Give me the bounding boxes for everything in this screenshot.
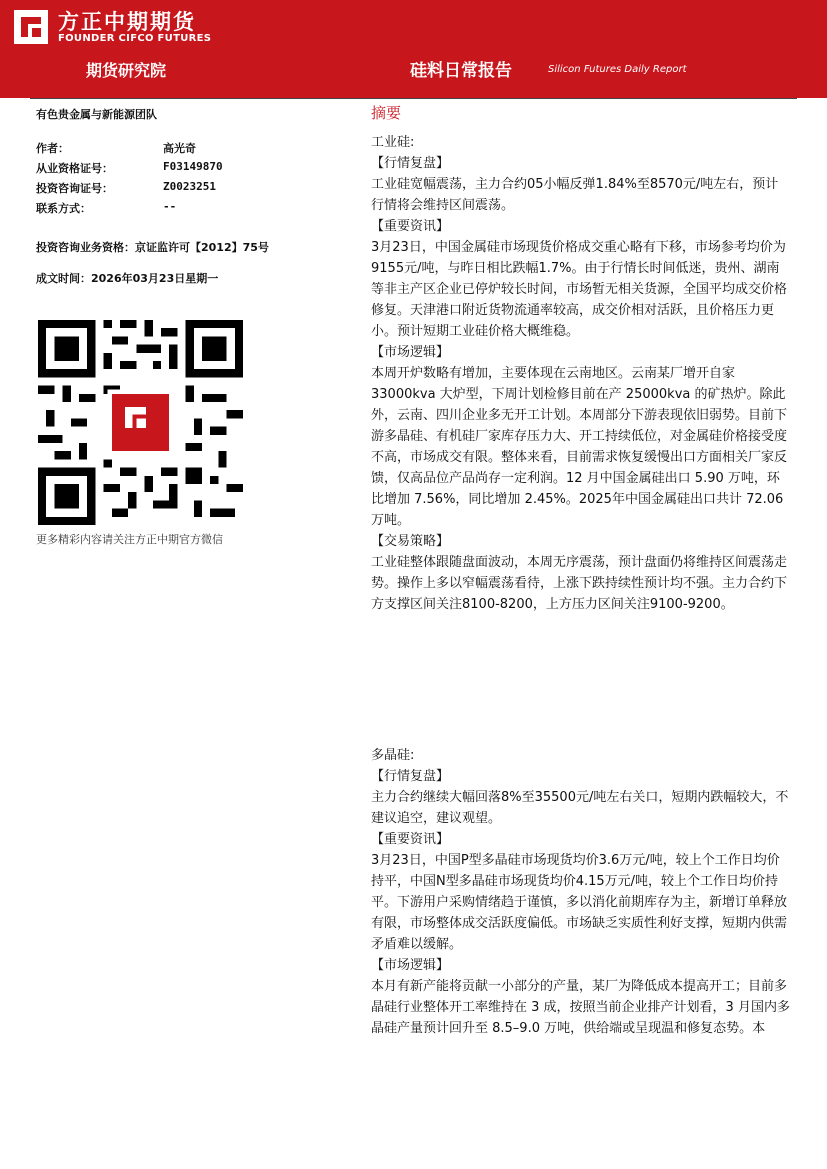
contact-value: -- — [163, 200, 177, 213]
consult-license-value: Z0023251 — [163, 180, 216, 193]
paragraph: 3月23日，中国金属硅市场现货价格成交重心略有下移，市场参考均价为9155元/吨，与昨日相比跌幅1.7%。由于行情长时间低迷，贵州、湖南等非主产区企业已停炉较长时间，市场暂无相关货源，全国平均成交价格修复。天津港口附近货物流通率较高，成交价相对活跃，且价格压力更小。预计短期工业硅价格大概维稳。 — [371, 240, 788, 339]
company-name-cn: 方正中期期货 — [58, 10, 196, 34]
report-header — [0, 0, 827, 98]
department-name: 期货研究院 — [86, 61, 167, 80]
contact-label: 联系方式： — [36, 202, 91, 215]
abstract-title: 摘要 — [371, 104, 402, 122]
paragraph: 本周开炉数略有增加，主要体现在云南地区。云南某厂增开自家 33000kva 大炉型，下周计划检修目前在产 25000kva 的矿热炉。除此外，云南、四川企业多无开工计划。本周部分下游表现依旧弱势。目前下游多晶硅、有机硅厂家库存压力大、开工持续低位，对金属硅价格接受度不高，市场成交有限。整体来看，目前需求恢复缓慢出口方面相关厂家反馈，仅高品位产品尚存一定利润。12 月中国金属硅出口 5.90 万吨，环比增加 7.56%，同比增加 2.45%。2025年中国金属硅出口共计 72.06 万吨。 — [371, 366, 788, 528]
report-date: 成文时间：2026年03月23日星期一 — [36, 272, 219, 285]
wechat-qr-code[interactable] — [38, 320, 243, 525]
section-heading: 【行情复盘】 — [371, 156, 450, 171]
qualification-label: 从业资格证号： — [36, 162, 113, 175]
business-license: 投资咨询业务资格：京证监许可【2012】75号 — [36, 241, 269, 254]
paragraph: 主力合约继续大幅回落8%至35500元/吨左右关口，短期内跌幅较大，不建议追空，建议观望。 — [371, 790, 789, 826]
section-heading: 【重要资讯】 — [371, 219, 450, 234]
qr-caption: 更多精彩内容请关注方正中期官方微信 — [36, 533, 223, 546]
header-divider — [30, 98, 797, 99]
paragraph: 工业硅整体跟随盘面波动，本周无序震荡，预计盘面仍将维持区间震荡走势。操作上多以窄幅震荡看待，上涨下跌持续性预计均不强。主力合约下方支撑区间关注8100-8200，上方压力区间关注9100-9200。 — [371, 555, 788, 612]
qualification-value: F03149870 — [163, 160, 223, 173]
paragraph: 工业硅宽幅震荡，主力合约05小幅反弹1.84%至8570元/吨左右，预计行情将会维持区间震荡。 — [371, 177, 779, 213]
section-heading: 【行情复盘】 — [371, 769, 450, 784]
section-heading: 【市场逻辑】 — [371, 345, 450, 360]
report-title: 硅料日常报告 — [410, 61, 512, 81]
section-name: 多晶硅: — [371, 748, 415, 763]
section-heading: 【交易策略】 — [371, 534, 450, 549]
author-label: 作者： — [36, 142, 69, 155]
section-heading: 【重要资讯】 — [371, 832, 450, 847]
industrial-silicon-section — [371, 132, 791, 615]
consult-license-label: 投资咨询证号： — [36, 182, 113, 195]
section-heading: 【市场逻辑】 — [371, 958, 450, 973]
section-name: 工业硅: — [371, 135, 415, 150]
polysilicon-section — [371, 745, 791, 1039]
author-value: 高光奇 — [163, 142, 196, 155]
team-name: 有色贵金属与新能源团队 — [36, 108, 157, 121]
company-logo-icon — [14, 10, 48, 44]
report-subtitle: Silicon Futures Daily Report — [548, 64, 687, 75]
paragraph: 3月23日，中国P型多晶硅市场现货均价3.6万元/吨，较上个工作日均价持平，中国N型多晶硅市场现货均价4.15万元/吨，较上个工作日均价持平。下游用户采购情绪趋于谨慎，多以消化前期库存为主，新增订单释放有限，市场整体成交活跃度偏低。市场缺乏实质性利好支撑，短期内供需矛盾难以缓解。 — [371, 853, 788, 952]
paragraph: 本月有新产能将贡献一小部分的产量，某厂为降低成本提高开工；目前多晶硅行业整体开工率维持在 3 成，按照当前企业排产计划看，3 月国内多晶硅产量预计回升至 8.5–9.0 万吨，供给端或呈现温和修复态势。本 — [371, 979, 790, 1036]
company-name-en: FOUNDER CIFCO FUTURES — [58, 33, 212, 44]
